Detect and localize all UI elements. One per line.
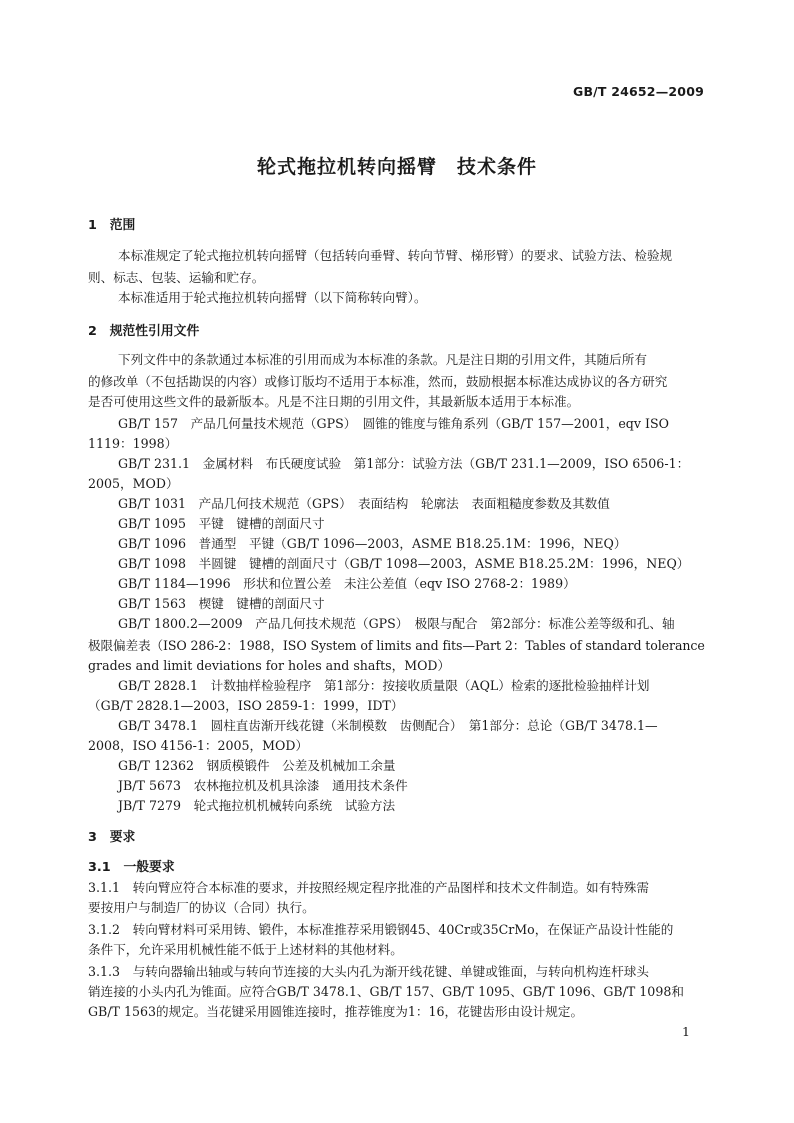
paragraph-line: 下列文件中的条款通过本标准的引用而成为本标准的条款。凡是注日期的引用文件，其随后所有 [118,352,647,367]
reference-item: GB/T 12362 钢质模锻件 公差及机械加工余量 [118,758,396,773]
paragraph-line: GB/T 1563的规定。当花键采用圆锥连接时，推荐锥度为1：16，花键齿形由设计规定。 [88,1004,584,1019]
reference-item: GB/T 231.1 金属材料 布氏硬度试验 第1部分：试验方法（GB/T 231.1—2009，ISO 6506-1： [118,456,690,471]
reference-item: 2008，ISO 4156-1：2005，MOD） [88,738,309,753]
reference-item: GB/T 1800.2—2009 产品几何技术规范（GPS） 极限与配合 第2部分：标准公差等级和孔、轴 [118,616,675,631]
reference-item: 极限偏差表（ISO 286-2：1988，ISO System of limits and fits—Part 2：Tables of standard tolerance [88,638,705,653]
page-title: 轮式拖拉机转向摇臂 技术条件 [256,156,537,178]
reference-item: GB/T 1563 楔键 键槽的剖面尺寸 [118,596,325,611]
paragraph-line: 则、标志、包装、运输和贮存。 [88,270,265,285]
paragraph-line: 的修改单（不包括勘误的内容）或修订版均不适用于本标准，然而，鼓励根据本标准达成协议的各方研究 [88,374,668,389]
paragraph-line: 条件下，允许采用机械性能不低于上述材料的其他材料。 [88,942,403,957]
paragraph-line: 本标准规定了轮式拖拉机转向摇臂（包括转向垂臂、转向节臂、梯形臂）的要求、试验方法、检验规 [118,248,673,263]
reference-item: GB/T 1098 半圆键 键槽的剖面尺寸（GB/T 1098—2003，ASME B18.25.2M：1996，NEQ） [118,556,690,571]
subsection-heading-general: 3.1 一般要求 [88,860,175,875]
reference-item: 2005，MOD） [88,476,179,491]
page-number: 1 [682,1024,690,1039]
reference-item: JB/T 7279 轮式拖拉机机械转向系统 试验方法 [118,798,396,813]
reference-item: GB/T 1184—1996 形状和位置公差 未注公差值（eqv ISO 2768-2：1989） [118,576,576,591]
paragraph-line: 3.1.1 转向臂应符合本标准的要求，并按照经规定程序批准的产品图样和技术文件制造。如有特殊需 [88,880,649,895]
reference-item: （GB/T 2828.1—2003，ISO 2859-1：1999，IDT） [88,698,404,713]
reference-item: JB/T 5673 农林拖拉机及机具涂漆 通用技术条件 [118,778,408,793]
reference-item: grades and limit deviations for holes and shafts，MOD） [88,658,451,673]
reference-item: GB/T 1095 平键 键槽的剖面尺寸 [118,516,325,531]
paragraph-line: 销连接的小头内孔为锥面。应符合GB/T 3478.1、GB/T 157、GB/T 1095、GB/T 1096、GB/T 1098和 [88,984,684,999]
paragraph-line: 3.1.3 与转向器输出轴或与转向节连接的大头内孔为渐开线花键、单键或锥面，与转向机构连杆球头 [88,964,649,979]
paragraph-line: 是否可使用这些文件的最新版本。凡是不注日期的引用文件，其最新版本适用于本标准。 [88,394,580,409]
reference-item: GB/T 3478.1 圆柱直齿渐开线花键（米制模数 齿侧配合） 第1部分：总论（GB/T 3478.1— [118,718,658,733]
document-code: GB/T 24652—2009 [572,84,704,99]
paragraph-line: 要按用户与制造厂的协议（合同）执行。 [88,900,315,915]
section-heading-scope: 1 范围 [88,218,136,233]
reference-item: GB/T 157 产品几何量技术规范（GPS） 圆锥的锥度与锥角系列（GB/T 157—2001，eqv ISO [118,416,669,431]
paragraph-line: 本标准适用于轮式拖拉机转向摇臂（以下简称转向臂）。 [118,290,427,305]
section-heading-requirements: 3 要求 [88,830,136,845]
reference-item: GB/T 2828.1 计数抽样检验程序 第1部分：按接收质量限（AQL）检索的逐批检验抽样计划 [118,678,650,693]
reference-item: GB/T 1031 产品几何技术规范（GPS） 表面结构 轮廓法 表面粗糙度参数及其数值 [118,496,610,511]
section-heading-references: 2 规范性引用文件 [88,324,200,339]
reference-item: 1119：1998） [88,436,178,451]
reference-item: GB/T 1096 普通型 平键（GB/T 1096—2003，ASME B18.25.1M：1996，NEQ） [118,536,627,551]
paragraph-line: 3.1.2 转向臂材料可采用铸、锻件，本标准推荐采用锻钢45、40Cr或35CrMo，在保证产品设计性能的 [88,922,674,937]
